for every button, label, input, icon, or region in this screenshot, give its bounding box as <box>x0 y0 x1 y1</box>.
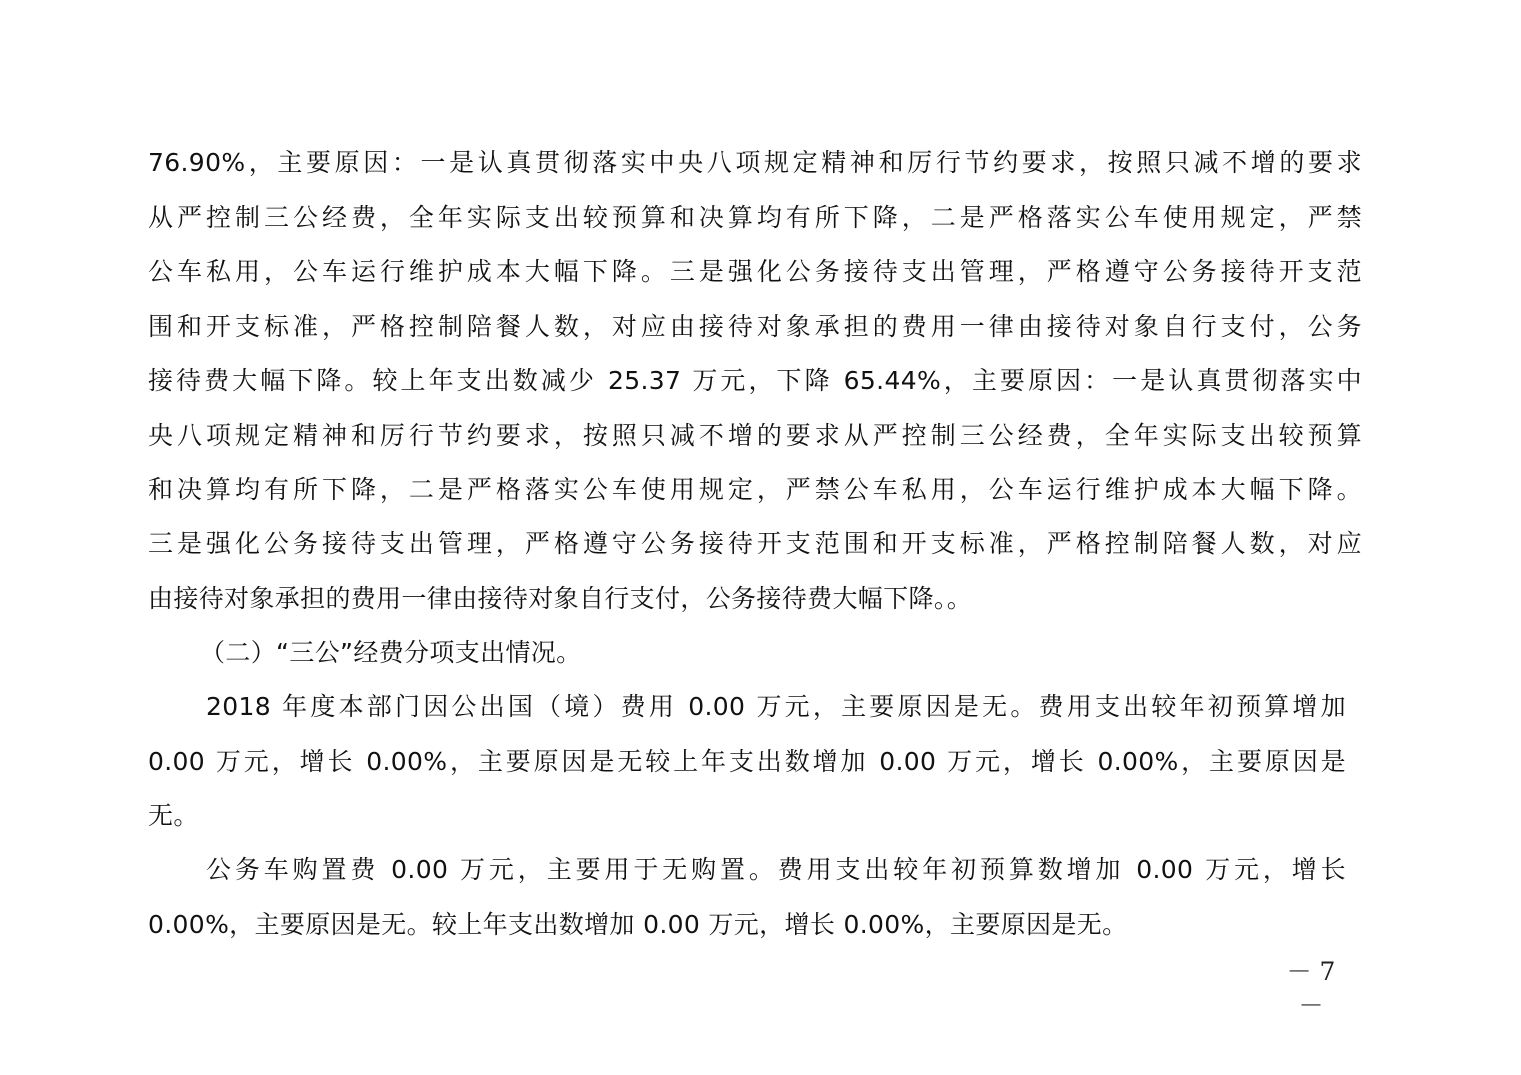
paragraph-line: 三是强化公务接待支出管理，严格遵守公务接待开支范围和开支标准，严格控制陪餐人数，对应 <box>148 529 1362 558</box>
page-number: － 7 － <box>1286 957 1336 1020</box>
paragraph-line: 和决算均有所下降，二是严格落实公车使用规定，严禁公车私用，公车运行维护成本大幅下降。 <box>148 475 1362 504</box>
paragraph-line: 央八项规定精神和厉行节约要求，按照只减不增的要求从严控制三公经费，全年实际支出较预算 <box>148 421 1362 450</box>
paragraph-line: 0.00%，主要原因是无。较上年支出数增加 0.00 万元，增长 0.00%，主要原因是无。 <box>148 910 1128 939</box>
paragraph-line: 无。 <box>148 801 199 830</box>
paragraph-line: 从严控制三公经费，全年实际支出较预算和决算均有所下降，二是严格落实公车使用规定，严禁 <box>148 203 1362 232</box>
paragraph-line: 接待费大幅下降。较上年支出数减少 25.37 万元，下降 65.44%，主要原因：一是认真贯彻落实中 <box>148 366 1362 395</box>
paragraph-line: 76.90%，主要原因：一是认真贯彻落实中央八项规定精神和厉行节约要求，按照只减不增的要求 <box>148 148 1362 177</box>
paragraph-line: 由接待对象承担的费用一律由接待对象自行支付，公务接待费大幅下降。。 <box>148 584 973 613</box>
paragraph-line: 围和开支标准，严格控制陪餐人数，对应由接待对象承担的费用一律由接待对象自行支付，公务 <box>148 312 1362 341</box>
paragraph-line: 公务车购置费 0.00 万元，主要用于无购置。费用支出较年初预算数增加 0.00 万元，增长 <box>206 855 1346 884</box>
paragraph-line: 0.00 万元，增长 0.00%，主要原因是无较上年支出数增加 0.00 万元，增长 0.00%，主要原因是 <box>148 747 1346 776</box>
section-heading: （二）“三公”经费分项支出情况。 <box>200 638 582 667</box>
paragraph-line: 公车私用，公车运行维护成本大幅下降。三是强化公务接待支出管理，严格遵守公务接待开支范 <box>148 257 1362 286</box>
paragraph-line: 2018 年度本部门因公出国（境）费用 0.00 万元，主要原因是无。费用支出较年初预算增加 <box>206 692 1346 721</box>
